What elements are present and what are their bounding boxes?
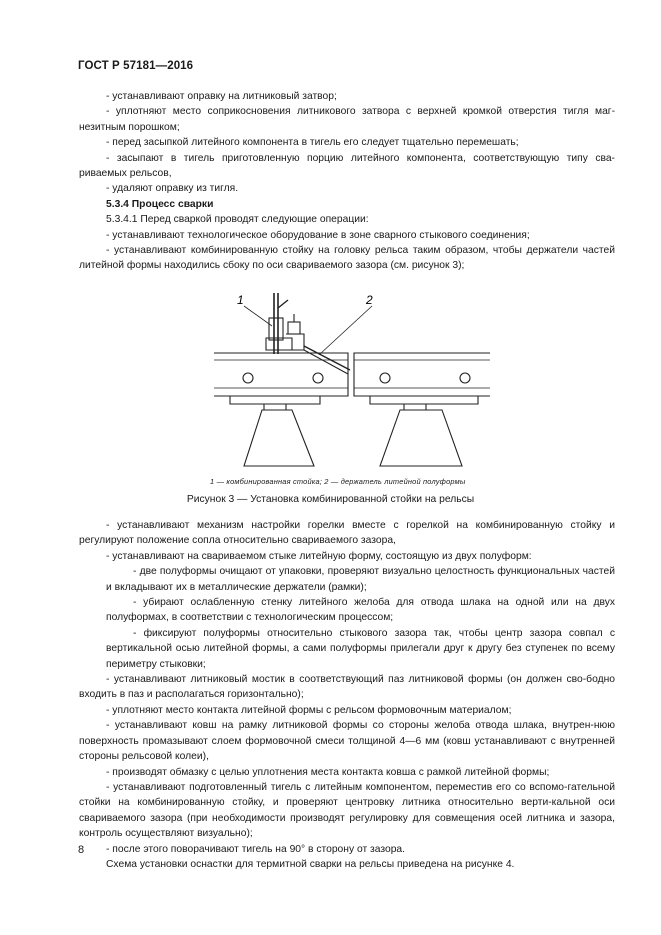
paragraph: - убирают ослабленную стенку литейного желоба для отвода шлака на одной или на двух полуформах, в соответствии с технологическим процессом; — [106, 597, 615, 624]
paragraph: - устанавливают ковш на рамку литниковой формы со стороны желоба отвода шлака, внутрен-нюю поверхность промазывают слоем формовочной смеси толщиной 4—6 мм (ковш устанавливают с внутренней стороны рельсовой колеи), — [79, 720, 615, 763]
document-header: ГОСТ Р 57181—2016 — [78, 60, 194, 72]
paragraph: - устанавливают технологическое оборудование в зоне сварного стыкового соединения; — [106, 229, 530, 241]
rail-bolt-hole — [460, 373, 470, 383]
half-mold-holder — [304, 346, 350, 370]
paragraph: - производят обмазку с целью уплотнения места контакта ковша с рамкой литейной формы; — [106, 766, 550, 778]
rail-bolt-hole — [313, 373, 323, 383]
text-block-bottom — [79, 518, 615, 872]
page-number: 8 — [78, 844, 85, 856]
paragraph: 5.3.4.1 Перед сваркой проводят следующие операции: — [106, 214, 369, 226]
paragraph: - две полуформы очищают от упаковки, проверяют визуально целостность функциональных частей и вкладывают их в металлические держатели (рамки); — [106, 566, 615, 593]
paragraph: - удаляют оправку из тигля. — [106, 183, 239, 195]
rail-bolt-hole — [380, 373, 390, 383]
paragraph: Схема установки оснастки для термитной сварки на рельсы приведена на рисунке 4. — [106, 858, 515, 870]
paragraph: - устанавливают механизм настройки горелки вместе с горелкой на комбинированную стойку и регулируют положение сопла относительно свариваемого зазора, — [79, 520, 615, 547]
section-heading: 5.3.4 Процесс сварки — [106, 198, 214, 210]
paragraph: - уплотняют место контакта литейной формы с рельсом формовочным материалом; — [106, 704, 512, 716]
left-support-block — [244, 410, 314, 466]
paragraph: - устанавливают на свариваемом стыке литейную форму, состоящую из двух полуформ: — [106, 550, 532, 562]
callout-label: 1 — [237, 293, 244, 307]
paragraph: - засыпают в тигель приготовленную порцию литейного компонента, соответствующую типу сва-риваемых рельсов, — [79, 152, 615, 180]
right-support-block — [380, 410, 462, 466]
paragraph: - устанавливают литниковый мостик в соответствующий паз литниковой формы (он должен сво-бодно входить в паз и располагаться горизонтально); — [79, 674, 615, 701]
rail-bolt-hole — [243, 373, 253, 383]
paragraph: - фиксируют полуформы относительно стыкового зазора так, чтобы центр зазора совпал с вертикальной осью литейной формы, а сами полуформы прилегали друг к другу без ступенек по всему периметру стыковки; — [106, 627, 615, 670]
right-rail — [354, 353, 490, 396]
callout-label: 2 — [366, 293, 373, 307]
left-rail — [214, 353, 348, 396]
paragraph: - перед засыпкой литейного компонента в тигель его следует тщательно перемешать; — [106, 137, 519, 149]
paragraph: - устанавливают комбинированную стойку на головку рельса таким образом, чтобы держатели частей литейной формы находились сбоку по оси свариваемого зазора (см. рисунок 3); — [79, 245, 615, 272]
paragraph: - устанавливают оправку на литниковый затвор; — [106, 91, 337, 102]
figure-legend: 1 — комбинированная стойка; 2 — держатель литейной полуформы — [210, 477, 466, 486]
text-block-top — [79, 89, 615, 274]
paragraph: - устанавливают подготовленный тигель с литейным компонентом, переместив его со вспомо-гательной стойки на комбинированную стойку, и проверяют центровку литника относительно верти-кальной оси свариваемого зазора (при необходимости производят регулировку для совмещения осей литника и зазора, контроль осуществляют визуально); — [79, 781, 615, 840]
paragraph: - после этого поворачивают тигель на 90° в сторону от зазора. — [106, 843, 406, 855]
figure-rail-stand-diagram — [200, 288, 490, 478]
paragraph: - уплотняют место соприкосновения литникового затвора с верхней кромкой отверстия тигля маг-незитным порошком; — [79, 106, 615, 133]
figure-caption: Рисунок 3 — Установка комбинированной стойки на рельсы — [186, 494, 475, 505]
